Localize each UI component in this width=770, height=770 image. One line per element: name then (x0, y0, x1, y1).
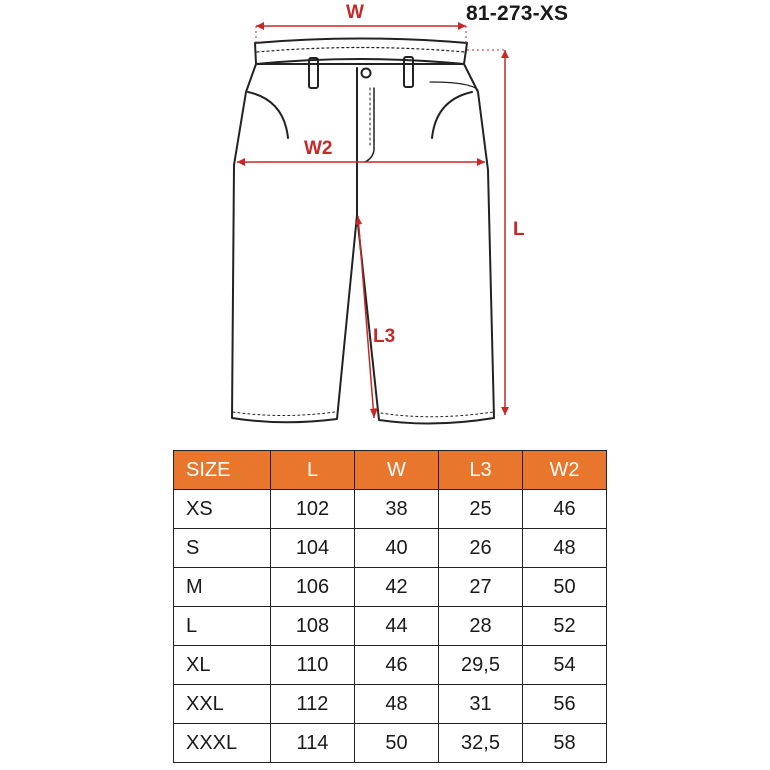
cell-w: 48 (355, 685, 439, 724)
table-header-row (174, 451, 607, 490)
cell-l: 102 (271, 490, 355, 529)
cell-l: 114 (271, 724, 355, 763)
cell-l3: 26 (439, 529, 523, 568)
cell-size: S (174, 529, 271, 568)
cell-l3: 27 (439, 568, 523, 607)
header-w2: W2 (523, 451, 607, 490)
table-row (174, 490, 607, 529)
cell-l3: 31 (439, 685, 523, 724)
label-w: W (346, 2, 364, 23)
cell-w2: 46 (523, 490, 607, 529)
cell-size: XS (174, 490, 271, 529)
table-row (174, 568, 607, 607)
table-row (174, 607, 607, 646)
size-table (173, 450, 607, 763)
cell-w2: 50 (523, 568, 607, 607)
cell-w: 50 (355, 724, 439, 763)
header-w: W (355, 451, 439, 490)
label-w2: W2 (304, 138, 333, 159)
cell-size: M (174, 568, 271, 607)
cell-l: 108 (271, 607, 355, 646)
cell-w: 40 (355, 529, 439, 568)
dimension-l (467, 50, 509, 415)
label-l3: L3 (373, 326, 396, 347)
header-l: L (271, 451, 355, 490)
cell-l: 110 (271, 646, 355, 685)
cell-size: XXL (174, 685, 271, 724)
cell-l: 104 (271, 529, 355, 568)
cell-w: 42 (355, 568, 439, 607)
cell-l3: 32,5 (439, 724, 523, 763)
cell-l3: 25 (439, 490, 523, 529)
product-code: 81-273-XS (466, 2, 569, 25)
table-row (174, 529, 607, 568)
cell-w2: 58 (523, 724, 607, 763)
dimension-w2 (237, 158, 485, 166)
cell-l: 112 (271, 685, 355, 724)
cell-l3: 29,5 (439, 646, 523, 685)
cell-l3: 28 (439, 607, 523, 646)
cell-w: 46 (355, 646, 439, 685)
cell-w2: 56 (523, 685, 607, 724)
label-l: L (513, 219, 525, 240)
table-row (174, 724, 607, 763)
table-row (174, 646, 607, 685)
table-row (174, 685, 607, 724)
cell-l: 106 (271, 568, 355, 607)
cell-size: L (174, 607, 271, 646)
cell-size: XL (174, 646, 271, 685)
cell-w2: 52 (523, 607, 607, 646)
shorts-outline (232, 39, 494, 424)
header-l3: L3 (439, 451, 523, 490)
header-size: SIZE (174, 451, 271, 490)
cell-w: 44 (355, 607, 439, 646)
cell-w2: 48 (523, 529, 607, 568)
cell-w2: 54 (523, 646, 607, 685)
cell-size: XXXL (174, 724, 271, 763)
cell-w: 38 (355, 490, 439, 529)
